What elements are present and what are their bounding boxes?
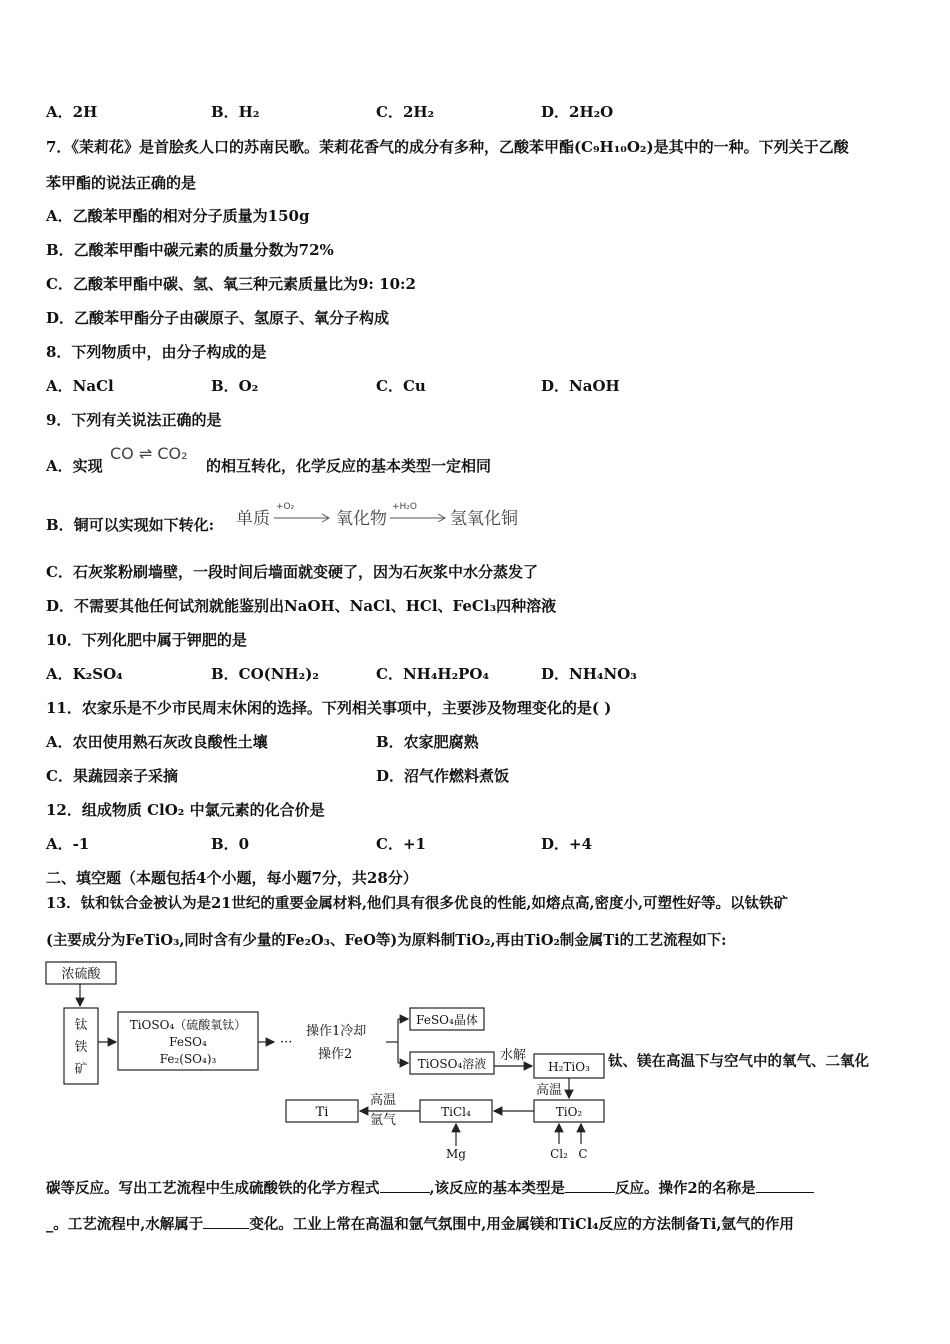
label-c: C [578, 1147, 588, 1161]
label-cl2: Cl₂ [550, 1147, 568, 1161]
label-tioso4-solution: TiOSO₄溶液 [417, 1057, 487, 1071]
q12-option-c: C．+1 [376, 835, 426, 853]
answer-blank-operation2[interactable] [756, 1178, 814, 1193]
label-ore-3: 矿 [74, 1062, 88, 1077]
q11-option-b: B．农家肥腐熟 [376, 733, 479, 751]
label-mix-2: FeSO₄ [169, 1035, 207, 1049]
label-tio2: TiO₂ [555, 1105, 583, 1119]
arrow-label-h2o: +H₂O [392, 502, 418, 512]
q9-option-a-formula: CO ⇌ CO₂ [110, 444, 188, 463]
label-op1: 操作1冷却 [306, 1024, 367, 1039]
q11-stem: 11．农家乐是不少市民周末休闲的选择。下列相关事项中，主要涉及物理变化的是( ) [46, 699, 612, 717]
label-dots: ··· [280, 1035, 293, 1050]
q8-option-c: C．Cu [376, 377, 426, 395]
q7-option-b: B．乙酸苯甲酯中碳元素的质量分数为72% [46, 241, 334, 259]
q11-option-d: D．沼气作燃料煮饭 [376, 767, 510, 785]
label-op2: 操作2 [318, 1047, 353, 1062]
label-mix-1: TiOSO₄（硫酸氧钛） [129, 1018, 247, 1032]
label-ore-2: 铁 [74, 1040, 88, 1055]
q6-option-c: C．2H₂ [376, 103, 435, 121]
q6-option-a: A．2H [46, 103, 98, 121]
q7-option-d: D．乙酸苯甲酯分子由碳原子、氢原子、氧分子构成 [46, 309, 390, 327]
q13-line3-part1: 碳等反应。写出工艺流程中生成硫酸铁的化学方程式 [46, 1180, 380, 1197]
q7-option-a: A．乙酸苯甲酯的相对分子质量为150g [46, 207, 310, 225]
q11-option-a: A．农田使用熟石灰改良酸性土壤 [46, 733, 268, 751]
q8-option-b: B．O₂ [211, 377, 259, 395]
formula-elemental-substance: 单质 [236, 509, 270, 529]
process-flow-diagram [40, 958, 610, 1168]
q7-stem-line1: 7．《茉莉花》是首脍炙人口的苏南民歌。茉莉花香气的成分有多种，乙酸苯甲酯(C₉H₁₀O₂)是其中的一种。下列关于乙酸 [46, 138, 849, 156]
q10-option-c: C．NH₄H₂PO₄ [376, 665, 490, 683]
label-mix-3: Fe₂(SO₄)₃ [159, 1052, 217, 1066]
q13-line2: (主要成分为FeTiO₃,同时含有少量的Fe₂O₃、FeO等)为原料制TiO₂,再由TiO₂制金属Ti的工艺流程如下: [46, 932, 727, 949]
q6-option-d: D．2H₂O [541, 103, 614, 121]
q6-option-b: B．H₂ [211, 103, 260, 121]
label-ore-1: 钛 [74, 1018, 88, 1033]
label-argon: 氩气 [370, 1113, 397, 1128]
label-high-temp-1: 高温 [536, 1083, 563, 1098]
formula-oxide: 氧化物 [336, 509, 387, 529]
q13-line4-part2: 变化。工业上常在高温和氩气氛围中,用金属镁和TiCl₄反应的方法制备Ti,氩气的作用 [249, 1216, 794, 1233]
q9-option-b-prefix: B．铜可以实现如下转化: [46, 516, 215, 534]
label-mg: Mg [446, 1147, 466, 1161]
formula-copper-hydroxide: 氢氧化铜 [450, 509, 518, 529]
answer-blank-reaction-type[interactable] [565, 1178, 615, 1193]
q11-option-c: C．果蔬园亲子采摘 [46, 767, 178, 785]
q13-line4 [46, 1214, 794, 1235]
q8-stem: 8．下列物质中，由分子构成的是 [46, 343, 267, 361]
q12-stem: 12．组成物质 ClO₂ 中氯元素的化合价是 [46, 801, 325, 819]
q9-option-a-prefix: A．实现 [46, 457, 103, 475]
q8-option-a: A．NaCl [46, 377, 114, 395]
q12-option-a: A．-1 [46, 835, 90, 853]
q13-line3-part2: ,该反应的基本类型是 [429, 1180, 566, 1197]
q13-side-text: 钛、镁在高温下与空气中的氧气、二氧化 [608, 1053, 869, 1070]
q9-stem: 9．下列有关说法正确的是 [46, 411, 222, 429]
section-heading: 二、填空题（本题包括4个小题，每小题7分，共28分） [46, 869, 418, 887]
q10-stem: 10．下列化肥中属于钾肥的是 [46, 631, 247, 649]
q10-option-b: B．CO(NH₂)₂ [211, 665, 319, 683]
q9-option-c: C．石灰浆粉刷墙壁，一段时间后墙面就变硬了，因为石灰浆中水分蒸发了 [46, 563, 538, 581]
label-hydrolysis: 水解 [499, 1048, 527, 1063]
q7-stem-line2: 苯甲酯的说法正确的是 [46, 174, 197, 192]
q13-line3 [46, 1178, 814, 1199]
answer-blank-equation[interactable] [380, 1178, 430, 1193]
q8-option-d: D．NaOH [541, 377, 620, 395]
q7-option-c: C．乙酸苯甲酯中碳、氢、氧三种元素质量比为9: 10:2 [46, 275, 416, 293]
q12-option-d: D．+4 [541, 835, 593, 853]
q10-option-d: D．NH₄NO₃ [541, 665, 637, 683]
q9-option-b-formula [236, 502, 556, 530]
arrow-label-o2: +O₂ [276, 502, 295, 512]
label-high-temp-2: 高温 [370, 1093, 397, 1108]
label-feso4-crystal: FeSO₄晶体 [416, 1013, 478, 1027]
reaction-arrow-icon [274, 512, 334, 524]
q9-option-a-suffix: 的相互转化，化学反应的基本类型一定相同 [206, 457, 492, 475]
q13-line1: 13．钛和钛合金被认为是21世纪的重要金属材料,他们具有很多优良的性能,如熔点高,密度小,可塑性好等。以钛铁矿 [46, 895, 789, 912]
label-ti: Ti [315, 1105, 329, 1120]
label-ticl4: TiCl₄ [441, 1105, 471, 1119]
answer-blank-change-type[interactable] [203, 1214, 249, 1229]
label-acid: 浓硫酸 [61, 967, 101, 982]
q10-option-a: A．K₂SO₄ [46, 665, 123, 683]
q12-option-b: B．0 [211, 835, 250, 853]
q9-option-d: D．不需要其他任何试剂就能鉴别出NaOH、NaCl、HCl、FeCl₃四种溶液 [46, 597, 557, 615]
reaction-arrow-icon [390, 512, 450, 524]
q13-line4-part1: _。工艺流程中,水解属于 [46, 1216, 204, 1233]
q13-line3-part3: 反应。操作2的名称是 [615, 1180, 756, 1197]
label-h2tio3: H₂TiO₃ [548, 1060, 590, 1074]
